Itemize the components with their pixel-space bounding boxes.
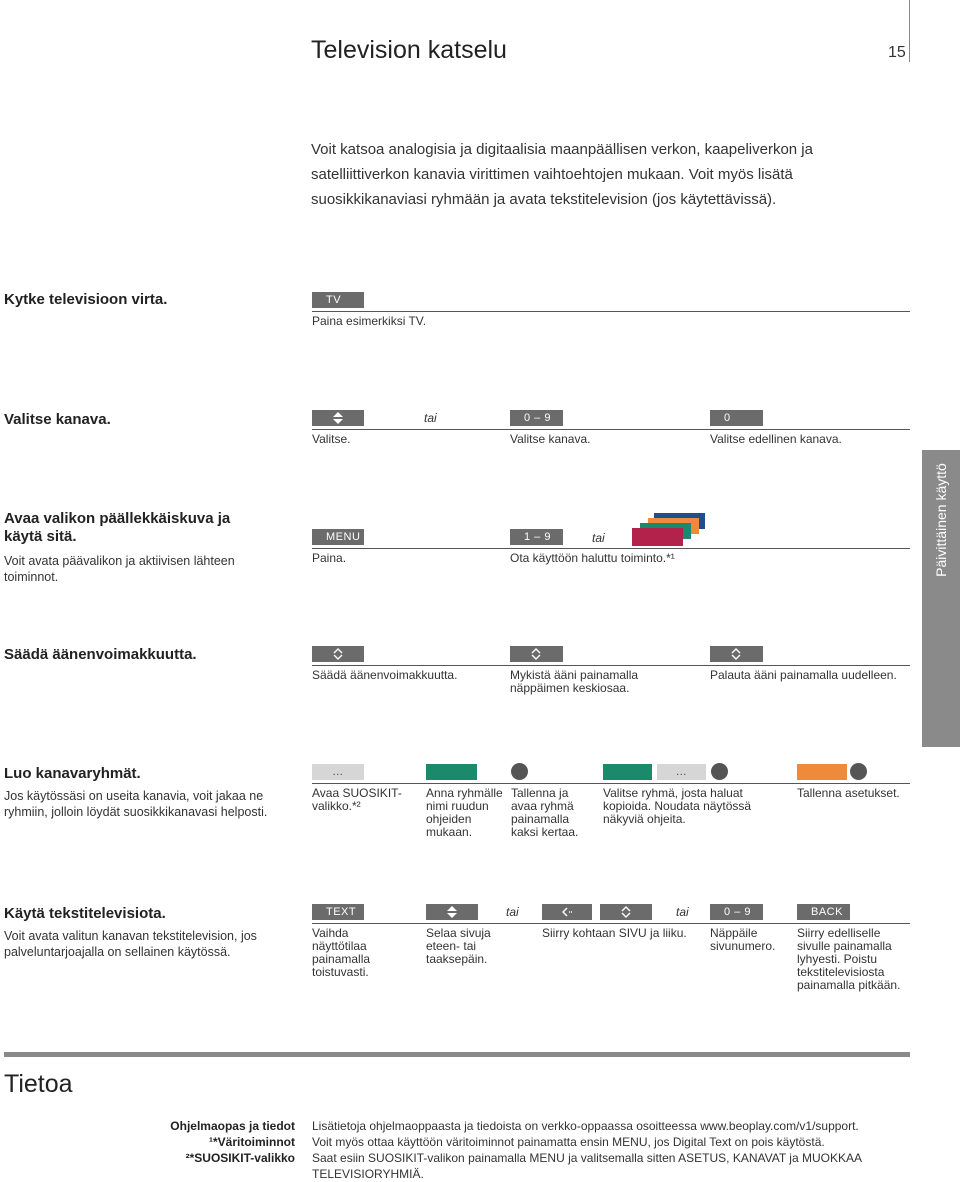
menu-key: MENU — [312, 529, 364, 545]
power-label: Paina esimerkiksi TV. — [312, 314, 427, 328]
volume-label1: Säädä äänenvoimakkuutta. — [312, 668, 458, 682]
header-divider — [909, 0, 910, 62]
digits-key: 0 – 9 — [510, 410, 563, 426]
wheel-updown-icon — [312, 646, 364, 662]
volume-key-3 — [710, 646, 763, 662]
info-divider — [4, 1052, 910, 1057]
channel-tai: tai — [424, 411, 437, 425]
teletext-rule — [312, 923, 910, 924]
menu-rule — [312, 548, 910, 549]
menu-title: Avaa valikon päällekkäiskuva ja käytä sitä. — [4, 510, 231, 545]
tv-key: TV — [312, 292, 364, 308]
updown-arrow-icon — [312, 410, 364, 426]
teletext-tai-1: tai — [506, 905, 519, 919]
groups-desc: Jos käytössäsi on useita kanavia, voit jakaa ne ryhmiin, jolloin löydät suosikkikanavasi helposti. — [4, 789, 268, 819]
info-headings — [130, 1118, 295, 1166]
info-head-2: ¹*Väritoiminnot — [209, 1135, 295, 1149]
volume-label2: Mykistä ääni painamalla näppäimen keskiosaa. — [510, 668, 639, 695]
info-line-3: Saat esiin SUOSIKIT-valikon painamalla MENU ja valitsemalla sitten ASETUS, KANAVAT ja MUOKKAA TELEVISIORYHMIÄ. — [312, 1151, 862, 1181]
digits-1-9-key: 1 – 9 — [510, 529, 563, 545]
digits-key-teletext: 0 – 9 — [710, 904, 763, 920]
menu-label2: Ota käyttöön haluttu toiminto.*¹ — [510, 551, 675, 565]
teletext-label2: Selaa sivuja eteen- tai taaksepäin. — [426, 926, 491, 966]
left-arrow-icon — [542, 904, 592, 920]
zero-key: 0 — [710, 410, 763, 426]
volume-label3: Palauta ääni painamalla uudelleen. — [710, 668, 897, 682]
page-updown-key — [426, 904, 478, 920]
teletext-tai-2: tai — [676, 905, 689, 919]
groups-title: Luo kanavaryhmät. — [4, 765, 141, 782]
dots-key-1: ... — [312, 764, 364, 780]
updown-arrow-icon — [426, 904, 478, 920]
channel-step1-label: Valitse. — [312, 432, 351, 446]
center-button-icon — [711, 763, 728, 780]
volume-rule — [312, 665, 910, 666]
menu-desc: Voit avata päävalikon ja aktiivisen lähteen toiminnot. — [4, 554, 235, 584]
green-key-2 — [603, 764, 652, 780]
sidebar-label: Päivittäinen käyttö — [933, 463, 949, 577]
channel-rule — [312, 429, 910, 430]
teletext-label1: Vaihda näyttötilaa painamalla toistuvasti. — [312, 926, 371, 979]
volume-key-1 — [312, 646, 364, 662]
info-line-1: Lisätietoja ohjelmaoppaasta ja tiedoista on verkko-oppaassa osoitteessa www.beoplay.com/v1/support. — [312, 1119, 859, 1133]
volume-title: Säädä äänenvoimakkuutta. — [4, 646, 197, 663]
info-head-1: Ohjelmaopas ja tiedot — [170, 1119, 295, 1133]
info-title: Tietoa — [4, 1070, 73, 1098]
groups-label5: Tallenna asetukset. — [797, 786, 900, 800]
teletext-label3: Siirry kohtaan SIVU ja liiku. — [542, 926, 687, 940]
info-line-2: Voit myös ottaa käyttöön väritoiminnot painamatta ensin MENU, jos Digital Text on pois käytöstä. — [312, 1135, 825, 1149]
teletext-label5: Siirry edelliselle sivulle painamalla lyhyesti. Poistu tekstitelevisiosta painamalla pitkään. — [797, 926, 901, 992]
menu-label: Paina. — [312, 551, 347, 565]
channel-step3-label: Valitse edellinen kanava. — [710, 432, 842, 446]
channel-title: Valitse kanava. — [4, 411, 111, 428]
channel-step2-label: Valitse kanava. — [510, 432, 591, 446]
center-button-icon — [511, 763, 528, 780]
teletext-label4: Näppäile sivunumero. — [710, 926, 776, 953]
center-button-icon — [850, 763, 867, 780]
volume-key-2 — [510, 646, 563, 662]
power-title: Kytke televisioon virta. — [4, 291, 168, 308]
page-title: Television katselu — [311, 36, 507, 64]
teletext-title: Käytä tekstitelevisiota. — [4, 905, 166, 922]
green-key-1 — [426, 764, 477, 780]
intro-text: Voit katsoa analogisia ja digitaalisia maanpäällisen verkon, kaapeliverkon ja satelliittiverkon kanavia virittimen vaihtoehtojen mukaan. Voit myös lisätä suosikkikanaviasi ryhmään ja avata tekstitelevision (jos käytettävissä). — [311, 141, 813, 208]
orange-key — [797, 764, 847, 780]
page-number: 15 — [888, 44, 906, 61]
wheel-updown-icon — [510, 646, 563, 662]
groups-label2: Anna ryhmälle nimi ruudun ohjeiden mukaan. — [426, 786, 503, 839]
power-rule — [312, 311, 910, 312]
wheel-updown-icon — [600, 904, 652, 920]
groups-label3: Tallenna ja avaa ryhmä painamalla kaksi kertaa. — [511, 786, 579, 839]
dots-key-2: ... — [657, 764, 706, 780]
left-arrow-key — [542, 904, 592, 920]
info-head-3: ²*SUOSIKIT-valikko — [185, 1151, 295, 1165]
color-keys-icon — [630, 511, 708, 549]
info-body — [312, 1118, 912, 1182]
menu-tai: tai — [592, 531, 605, 545]
channel-updown-key — [312, 410, 364, 426]
wheel-updown-icon — [710, 646, 763, 662]
groups-label4: Valitse ryhmä, josta haluat kopioida. Noudata näytössä näkyviä ohjeita. — [603, 786, 752, 826]
text-key: TEXT — [312, 904, 364, 920]
groups-rule — [312, 783, 910, 784]
teletext-desc: Voit avata valitun kanavan tekstitelevision, jos palveluntarjoajalla on sellainen käytössä. — [4, 929, 257, 959]
back-key: BACK — [797, 904, 850, 920]
groups-label1: Avaa SUOSIKIT-valikko.*² — [312, 786, 402, 813]
wheel-key — [600, 904, 652, 920]
